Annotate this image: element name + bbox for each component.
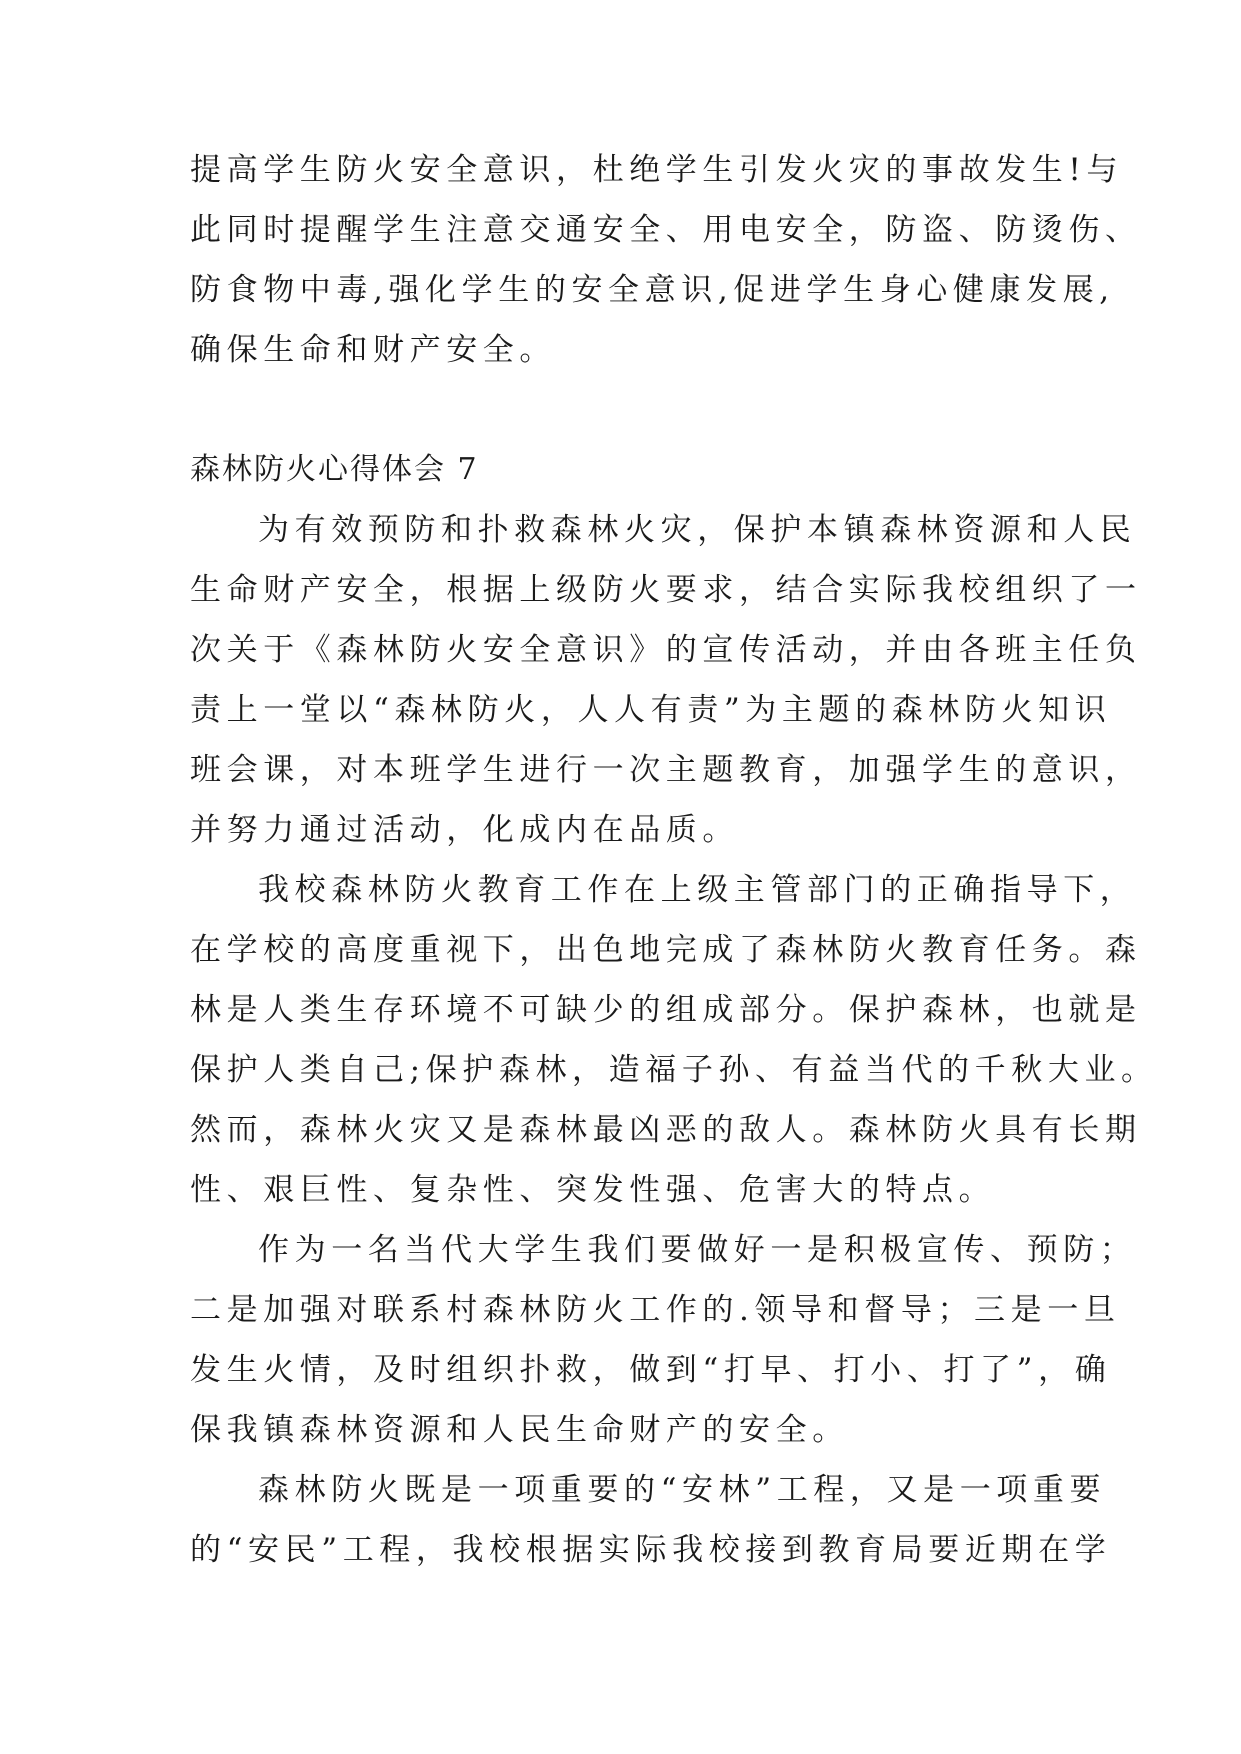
paragraph-2-line-6: 性、艰巨性、复杂性、突发性强、危害大的特点。 xyxy=(190,1172,996,1208)
paragraph-4-line-2: 的“安民”工程，我校根据实际我校接到教育局要近期在学 xyxy=(190,1532,1112,1568)
paragraph-2-line-2: 在学校的高度重视下，出色地完成了森林防火教育任务。森 xyxy=(190,932,1142,968)
paragraph-1-line-6: 并努力通过活动，化成内在品质。 xyxy=(190,812,739,848)
paragraph-4-line-1: 森林防火既是一项重要的“安林”工程，又是一项重要 xyxy=(258,1472,1107,1508)
paragraph-1-line-1: 为有效预防和扑救森林火灾，保护本镇森林资源和人民 xyxy=(258,512,1137,548)
intro-line-1: 提高学生防火安全意识，杜绝学生引发火灾的事故发生!与 xyxy=(190,152,1124,188)
paragraph-3-line-1: 作为一名当代大学生我们要做好一是积极宣传、预防； xyxy=(258,1232,1137,1268)
intro-line-4: 确保生命和财产安全。 xyxy=(190,332,556,368)
paragraph-1-line-5: 班会课，对本班学生进行一次主题教育，加强学生的意识， xyxy=(190,752,1142,788)
paragraph-2-line-5: 然而，森林火灾又是森林最凶恶的敌人。森林防火具有长期 xyxy=(190,1112,1142,1148)
paragraph-1-line-4: 责上一堂以“森林防火，人人有责”为主题的森林防火知识 xyxy=(190,692,1112,728)
paragraph-2-line-1: 我校森林防火教育工作在上级主管部门的正确指导下， xyxy=(258,872,1137,908)
intro-line-3: 防食物中毒,强化学生的安全意识,促进学生身心健康发展, xyxy=(190,272,1115,308)
paragraph-2-line-4: 保护人类自己;保护森林，造福子孙、有益当代的千秋大业。 xyxy=(190,1052,1158,1088)
paragraph-1-line-3: 次关于《森林防火安全意识》的宣传活动，并由各班主任负 xyxy=(190,632,1142,668)
intro-line-2: 此同时提醒学生注意交通安全、用电安全，防盗、防烫伤、 xyxy=(190,212,1142,248)
paragraph-2-line-3: 林是人类生存环境不可缺少的组成部分。保护森林，也就是 xyxy=(190,992,1142,1028)
paragraph-1-line-2: 生命财产安全，根据上级防火要求，结合实际我校组织了一 xyxy=(190,572,1142,608)
section-heading: 森林防火心得体会 7 xyxy=(190,452,479,487)
paragraph-3-line-3: 发生火情，及时组织扑救，做到“打早、打小、打了”，确 xyxy=(190,1352,1112,1388)
paragraph-3-line-4: 保我镇森林资源和人民生命财产的安全。 xyxy=(190,1412,849,1448)
paragraph-3-line-2: 二是加强对联系村森林防火工作的.领导和督导；三是一旦 xyxy=(190,1292,1121,1328)
